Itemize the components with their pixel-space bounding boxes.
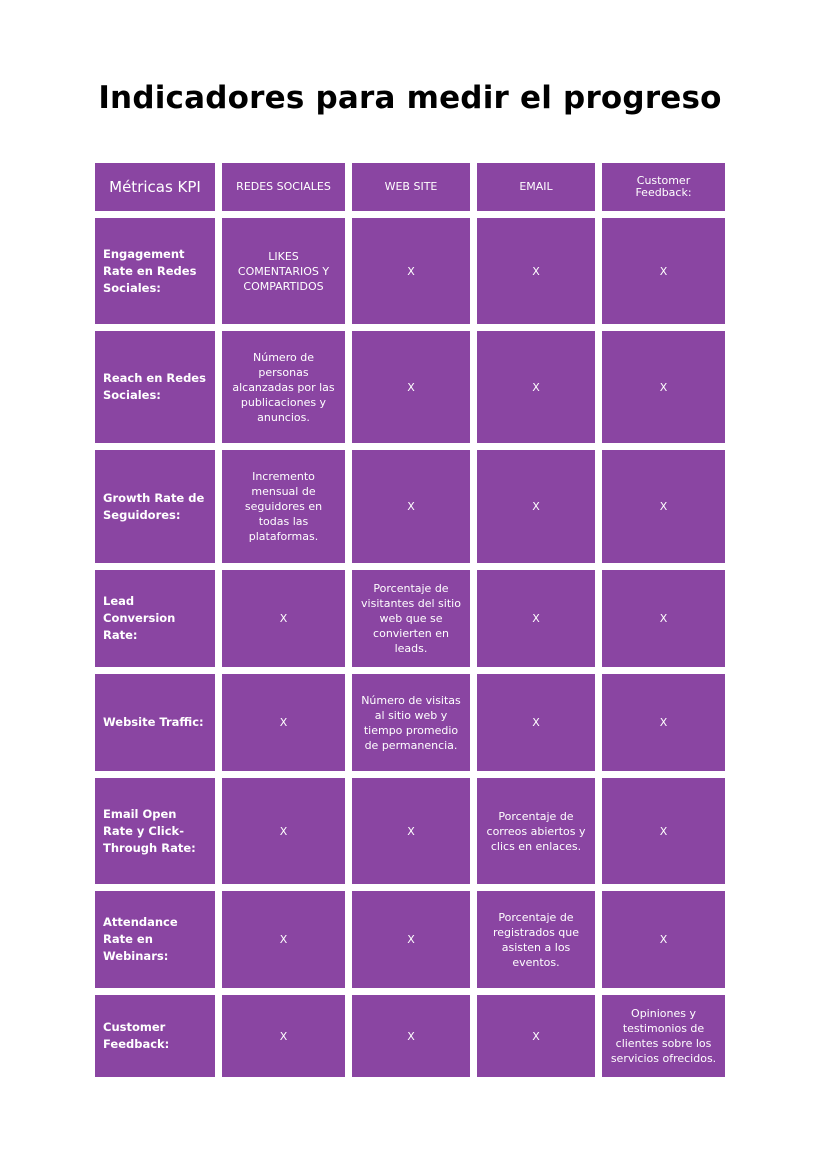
header-redes-sociales: REDES SOCIALES — [222, 163, 345, 211]
table-cell: X — [602, 891, 725, 988]
table-cell: X — [602, 450, 725, 563]
table-cell: X — [352, 450, 470, 563]
table-cell: Número de visitas al sitio web y tiempo promedio de permanencia. — [352, 674, 470, 771]
table-cell: X — [222, 674, 345, 771]
table-cell: X — [352, 891, 470, 988]
table-cell: Opiniones y testimonios de clientes sobre los servicios ofrecidos. — [602, 995, 725, 1077]
header-customer-feedback: Customer Feedback: — [602, 163, 725, 211]
metric-label: Email Open Rate y Click-Through Rate: — [95, 778, 215, 884]
table-cell: X — [602, 570, 725, 667]
metric-label: Attendance Rate en Webinars: — [95, 891, 215, 988]
table-cell: Porcentaje de correos abiertos y clics en enlaces. — [477, 778, 595, 884]
table-cell: X — [602, 778, 725, 884]
table-cell: X — [477, 218, 595, 324]
page-title: Indicadores para medir el progreso — [98, 80, 722, 116]
table-cell: X — [602, 331, 725, 443]
metric-label: Lead Conversion Rate: — [95, 570, 215, 667]
table-cell: Porcentaje de visitantes del sitio web que se convierten en leads. — [352, 570, 470, 667]
table-cell: X — [602, 674, 725, 771]
table-cell: X — [352, 218, 470, 324]
header-metricas-kpi: Métricas KPI — [95, 163, 215, 211]
table-cell: Número de personas alcanzadas por las publicaciones y anuncios. — [222, 331, 345, 443]
table-cell: X — [222, 995, 345, 1077]
table-cell: X — [477, 674, 595, 771]
table-cell: X — [222, 891, 345, 988]
table-cell: Porcentaje de registrados que asisten a los eventos. — [477, 891, 595, 988]
table-cell: X — [477, 331, 595, 443]
table-cell: X — [352, 995, 470, 1077]
table-cell: X — [477, 570, 595, 667]
table-cell: X — [222, 778, 345, 884]
table-cell: X — [477, 450, 595, 563]
metric-label: Growth Rate de Seguidores: — [95, 450, 215, 563]
metric-label: Customer Feedback: — [95, 995, 215, 1077]
metric-label: Reach en Redes Sociales: — [95, 331, 215, 443]
table-cell: X — [477, 995, 595, 1077]
header-web-site: WEB SITE — [352, 163, 470, 211]
table-cell: X — [222, 570, 345, 667]
metric-label: Engagement Rate en Redes Sociales: — [95, 218, 215, 324]
table-cell: X — [352, 778, 470, 884]
table-cell: Incremento mensual de seguidores en todas las plataformas. — [222, 450, 345, 563]
table-cell: X — [602, 218, 725, 324]
kpi-table — [95, 163, 725, 1077]
table-cell: X — [352, 331, 470, 443]
header-email: EMAIL — [477, 163, 595, 211]
table-cell: LIKES COMENTARIOS Y COMPARTIDOS — [222, 218, 345, 324]
metric-label: Website Traffic: — [95, 674, 215, 771]
